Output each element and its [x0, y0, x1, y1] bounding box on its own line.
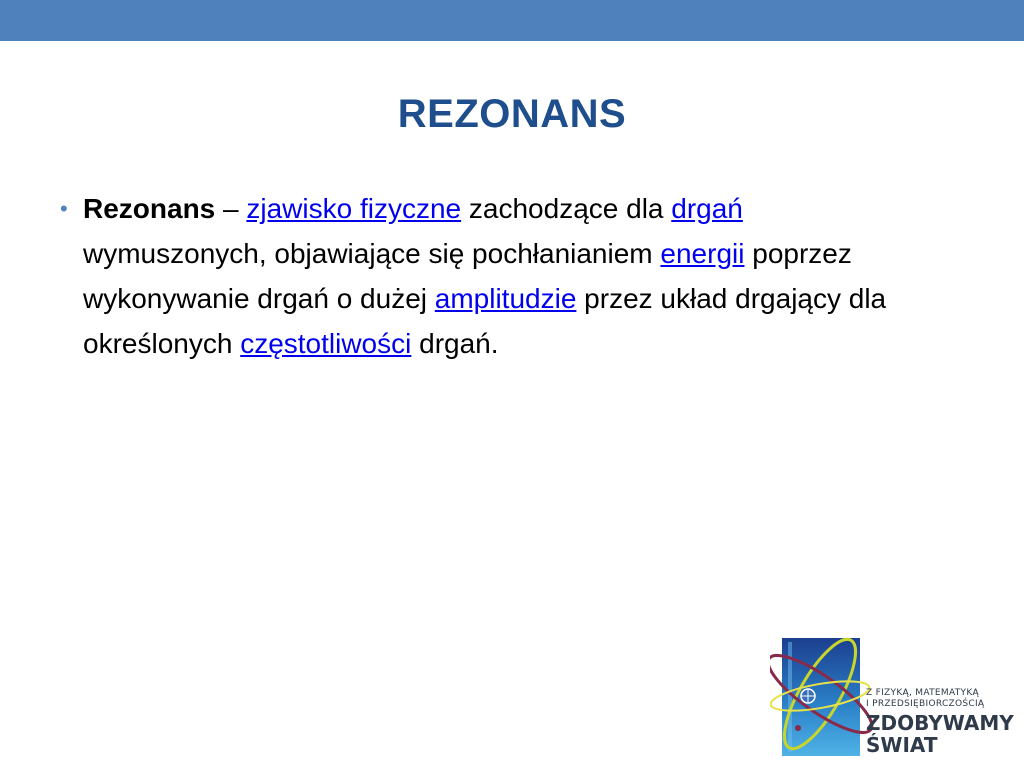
body-text-1: zachodzące dla	[461, 193, 672, 224]
link-drgan[interactable]: drgań	[671, 193, 743, 224]
term-rezonans: Rezonans	[83, 193, 216, 224]
bullet-dot-icon: •	[60, 196, 68, 221]
dash-text: –	[215, 193, 247, 224]
slide-title: REZONANS	[397, 92, 627, 136]
link-amplitudzie[interactable]: amplitudzie	[434, 283, 577, 314]
link-energii[interactable]: energii	[660, 238, 745, 269]
content-area	[60, 186, 920, 366]
top-header-bar	[0, 0, 1024, 41]
link-czestotliwosci[interactable]: częstotliwości	[240, 328, 412, 359]
bullet-text	[83, 193, 886, 359]
logo-line-2: I PRZEDSIĘBIORCZOŚCIĄ	[866, 699, 985, 709]
logo-line-4: ŚWIAT	[866, 733, 938, 757]
body-text-5: drgań.	[411, 328, 499, 359]
body-text-3: poprzez wykonywanie drgań o dużej	[83, 238, 852, 314]
body-text-2: wymuszonych, objawiające się pochłanianiem	[83, 238, 661, 269]
body-text-4: przez układ drgający dla określonych	[83, 283, 887, 359]
logo-line-1: Z FIZYKĄ, MATEMATYKĄ	[866, 688, 979, 698]
logo-line-3: ZDOBYWAMY	[866, 711, 1014, 735]
link-zjawisko-fizyczne[interactable]: zjawisko fizyczne	[246, 193, 462, 224]
bullet-item	[60, 186, 920, 366]
project-logo	[770, 624, 1024, 768]
